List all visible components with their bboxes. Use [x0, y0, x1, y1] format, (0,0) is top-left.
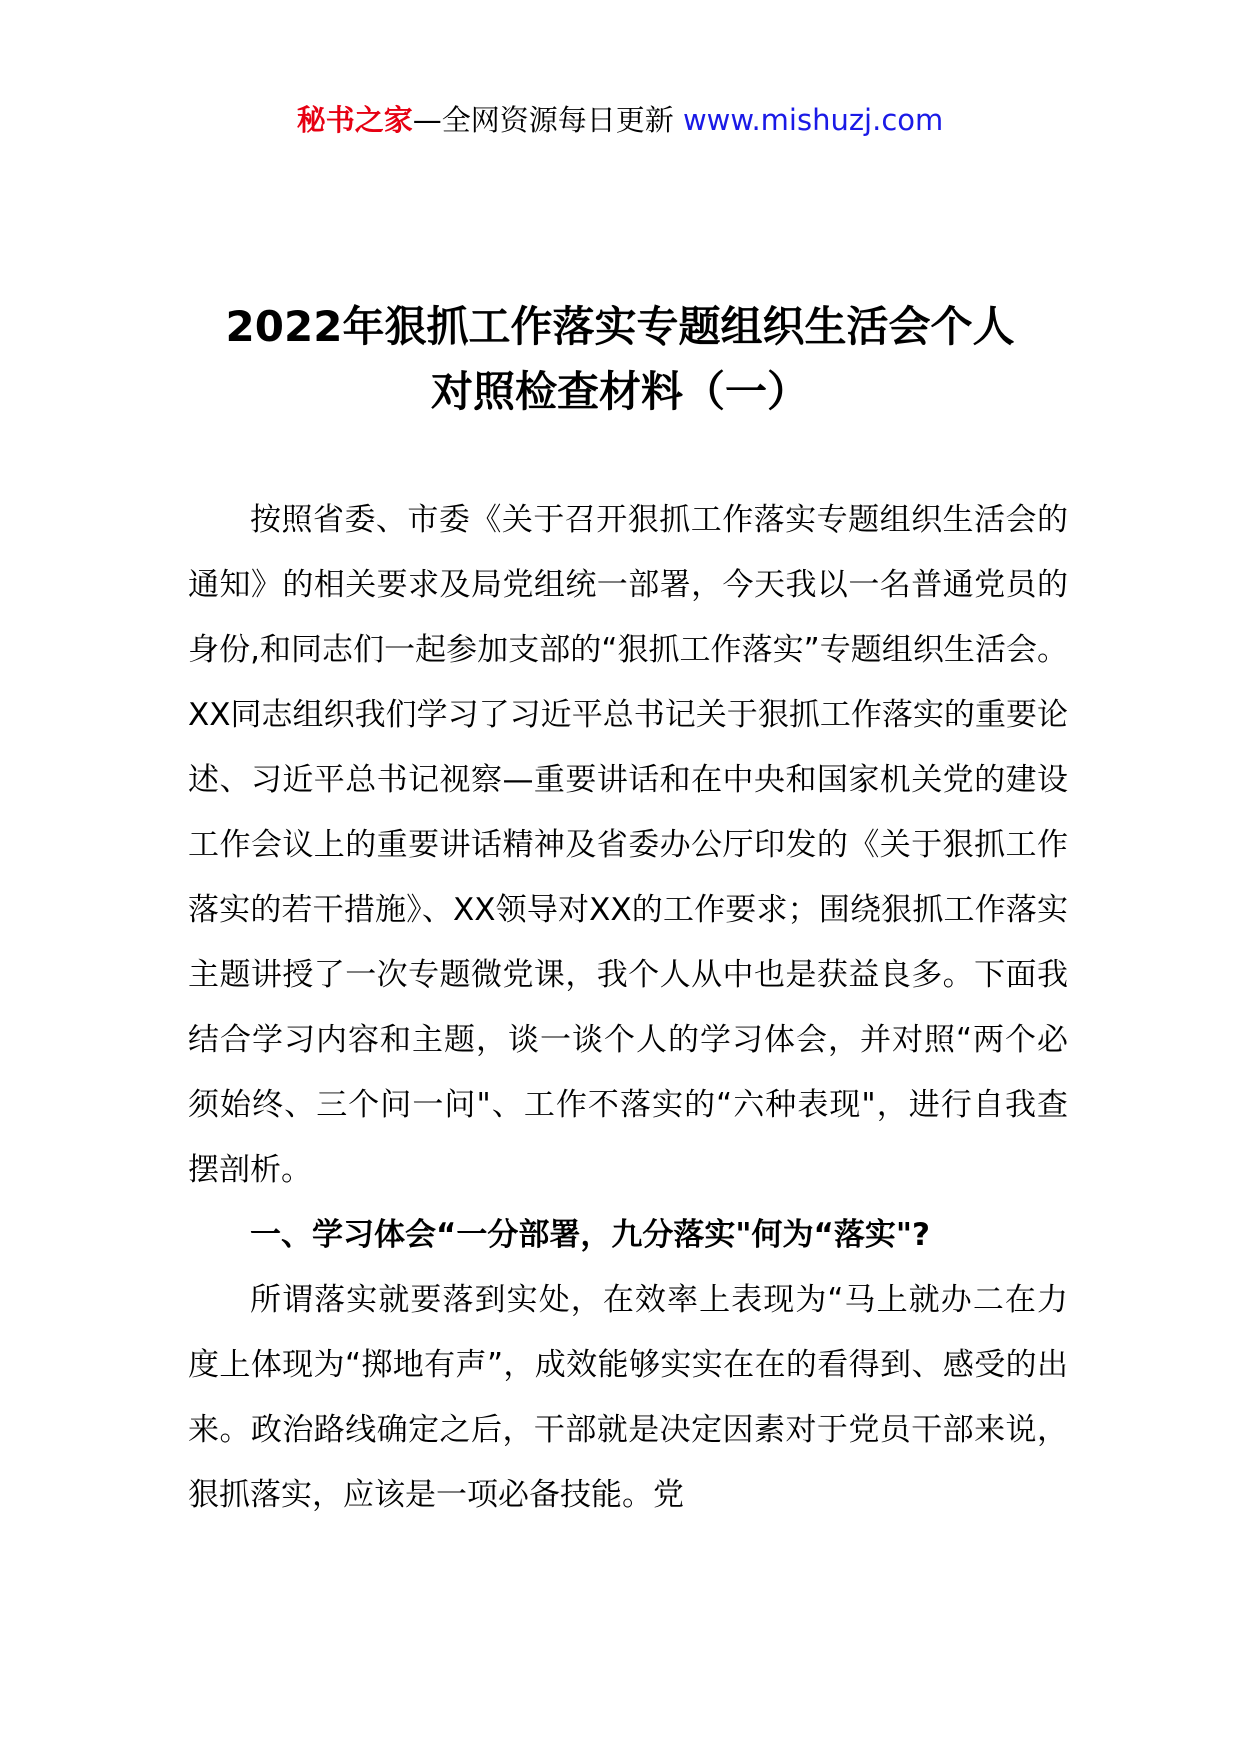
document-body — [188, 488, 1068, 1528]
site-tagline: —全网资源每日更新 — [412, 103, 683, 137]
site-url[interactable]: www.mishuzj.com — [682, 103, 944, 137]
document-title — [150, 294, 1090, 424]
intro-paragraph: 按照省委、市委《关于召开狠抓工作落实专题组织生活会的通知》的相关要求及局党组统一部署，今天我以一名普通党员的身份,和同志们一起参加支部的“狠抓工作落实”专题组织生活会。XX同志组织我们学习了习近平总书记关于狠抓工作落实的重要论述、习近平总书记视察—重要讲话和在中央和国家机关党的建设工作会议上的重要讲话精神及省委办公厅印发的《关于狠抓工作落实的若干措施》、XX领导对XX的工作要求；围绕狠抓工作落实主题讲授了一次专题微党课，我个人从中也是获益良多。下面我结合学习内容和主题，谈一谈个人的学习体会，并对照“两个必须始终、三个问一问"、工作不落实的“六种表现"，进行自我查摆剖析。 — [188, 502, 1068, 1188]
site-brand: 秘书之家 — [296, 103, 413, 137]
title-line-2: 对照检查材料（一） — [430, 367, 809, 416]
section-1-paragraph: 所谓落实就要落到实处，在效率上表现为“马上就办二在力度上体现为“掷地有声”，成效能够实实在在的看得到、感受的出来。政治路线确定之后，干部就是决定因素对于党员干部来说，狠抓落实，应该是一项必备技能。党 — [188, 1282, 1068, 1513]
section-heading-1: 一、学习体会“一分部署，九分落实"何为“落实"? — [250, 1217, 931, 1253]
site-header — [0, 100, 1240, 140]
title-line-1: 2022年狠抓工作落实专题组织生活会个人 — [225, 302, 1015, 351]
